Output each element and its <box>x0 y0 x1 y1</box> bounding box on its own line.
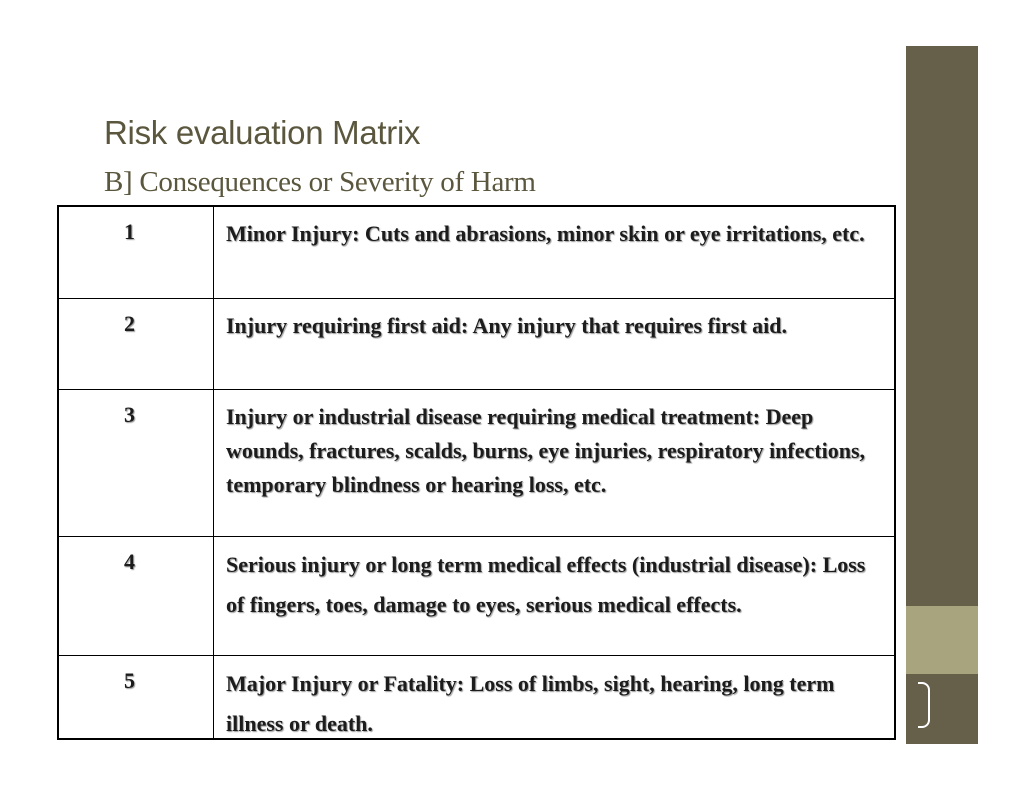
table-row <box>59 207 894 299</box>
severity-matrix-table <box>57 205 896 740</box>
severity-level: 2 <box>124 311 135 336</box>
severity-level: 5 <box>124 668 135 693</box>
severity-description: Injury requiring first aid: Any injury that requires first aid. <box>226 313 788 338</box>
severity-level: 1 <box>124 219 135 244</box>
table-row <box>59 656 894 738</box>
side-bar-top <box>906 46 978 606</box>
table-row <box>59 390 894 537</box>
table-row <box>59 299 894 390</box>
severity-level: 4 <box>124 549 135 574</box>
slide-subtitle: B] Consequences or Severity of Harm <box>104 166 536 198</box>
side-bar-accent <box>906 606 978 674</box>
side-bar-bottom <box>906 674 978 744</box>
slide-title: Risk evaluation Matrix <box>104 114 421 151</box>
severity-description: Major Injury or Fatality: Loss of limbs, sight, hearing, long term illness or death. <box>226 671 835 736</box>
severity-description: Serious injury or long term medical effects (industrial disease): Loss of fingers, toes, damage to eyes, serious medical effects. <box>226 552 866 617</box>
severity-description: Injury or industrial disease requiring medical treatment: Deep wounds, fractures, scalds, burns, eye injuries, respiratory infections, temporary blindness or hearing loss, etc. <box>226 404 866 497</box>
severity-level: 3 <box>124 402 135 427</box>
severity-description: Minor Injury: Cuts and abrasions, minor skin or eye irritations, etc. <box>226 221 865 246</box>
bracket-icon <box>918 682 930 728</box>
table-row <box>59 537 894 656</box>
